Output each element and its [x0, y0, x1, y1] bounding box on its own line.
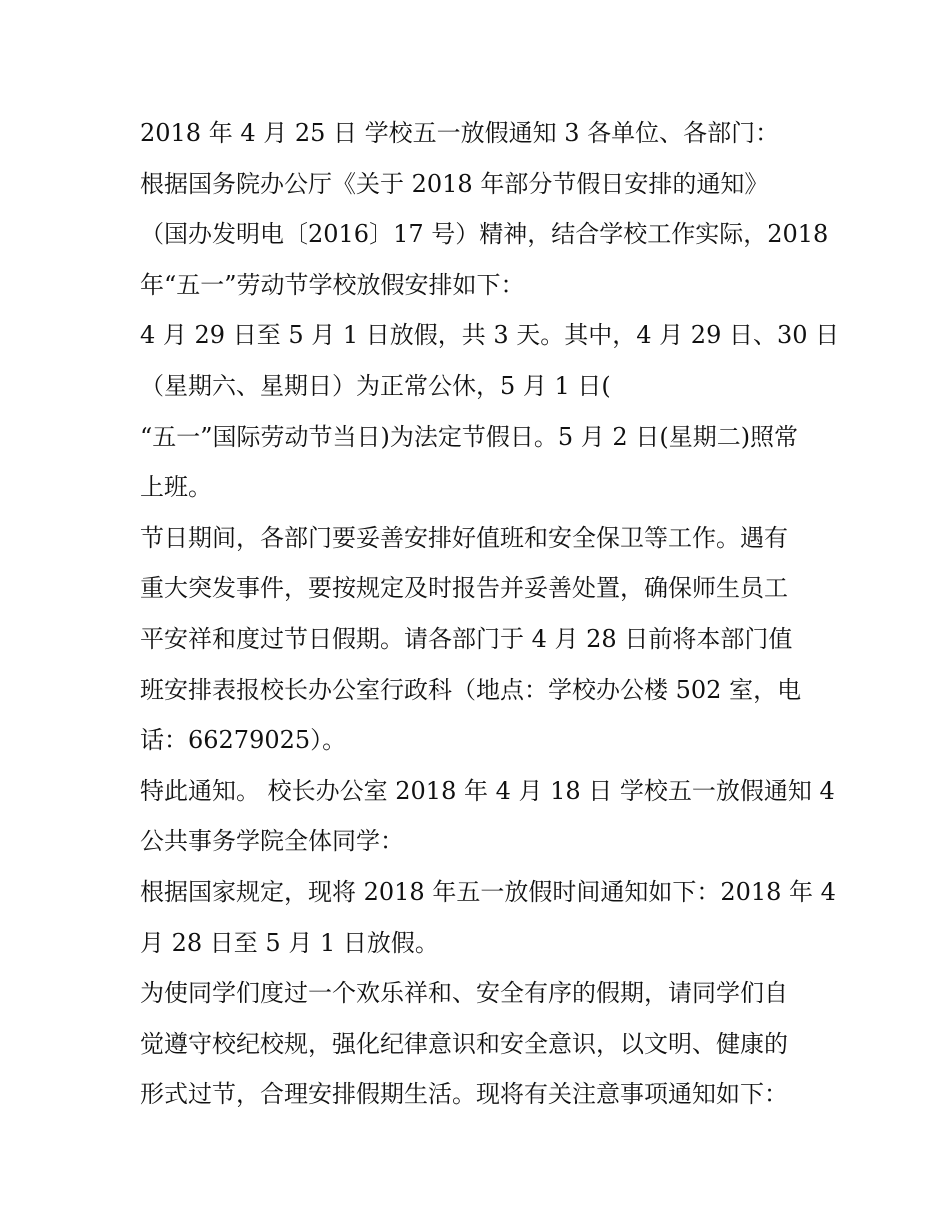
text-line: 年“五一”劳动节学校放假安排如下：	[140, 270, 525, 299]
text-line: 月 28 日至 5 月 1 日放假。	[140, 928, 439, 957]
text-line: “五一”国际劳动节当日)为法定节假日。5 月 2 日(星期二)照常	[140, 422, 799, 451]
text-line: 2018 年 4 月 25 日 学校五一放假通知 3 各单位、各部门：	[140, 119, 780, 147]
text-line: 觉遵守校纪校规，强化纪律意识和安全意识，以文明、健康的	[140, 1029, 788, 1058]
text-line: 公共事务学院全体同学：	[140, 827, 404, 856]
text-line: 为使同学们度过一个欢乐祥和、安全有序的假期，请同学们自	[140, 979, 788, 1008]
text-line: 班安排表报校长办公室行政科（地点：学校办公楼 502 室，电	[140, 675, 802, 704]
text-line: 形式过节，合理安排假期生活。现将有关注意事项通知如下：	[140, 1080, 788, 1109]
text-line: 话：66279025）。	[140, 726, 347, 755]
text-line: 平安祥和度过节日假期。请各部门于 4 月 28 日前将本部门值	[140, 624, 793, 653]
text-line: 上班。	[140, 473, 212, 502]
text-line: 特此通知。 校长办公室 2018 年 4 月 18 日 学校五一放假通知 4	[140, 776, 835, 805]
text-line: 重大突发事件，要按规定及时报告并妥善处置，确保师生员工	[140, 574, 788, 603]
text-line: 4 月 29 日至 5 月 1 日放假，共 3 天。其中，4 月 29 日、30 日	[140, 321, 840, 350]
text-line: 根据国务院办公厅《关于 2018 年部分节假日安排的通知》	[140, 169, 769, 198]
text-line: 根据国家规定，现将 2018 年五一放假时间通知如下：2018 年 4	[140, 877, 836, 906]
text-line: 节日期间，各部门要妥善安排好值班和安全保卫等工作。遇有	[140, 523, 788, 552]
document-body	[140, 108, 840, 1120]
text-line: （星期六、星期日）为正常公休，5 月 1 日(	[140, 371, 611, 400]
text-line: （国办发明电〔2016〕17 号）精神，结合学校工作实际，2018	[140, 220, 829, 249]
